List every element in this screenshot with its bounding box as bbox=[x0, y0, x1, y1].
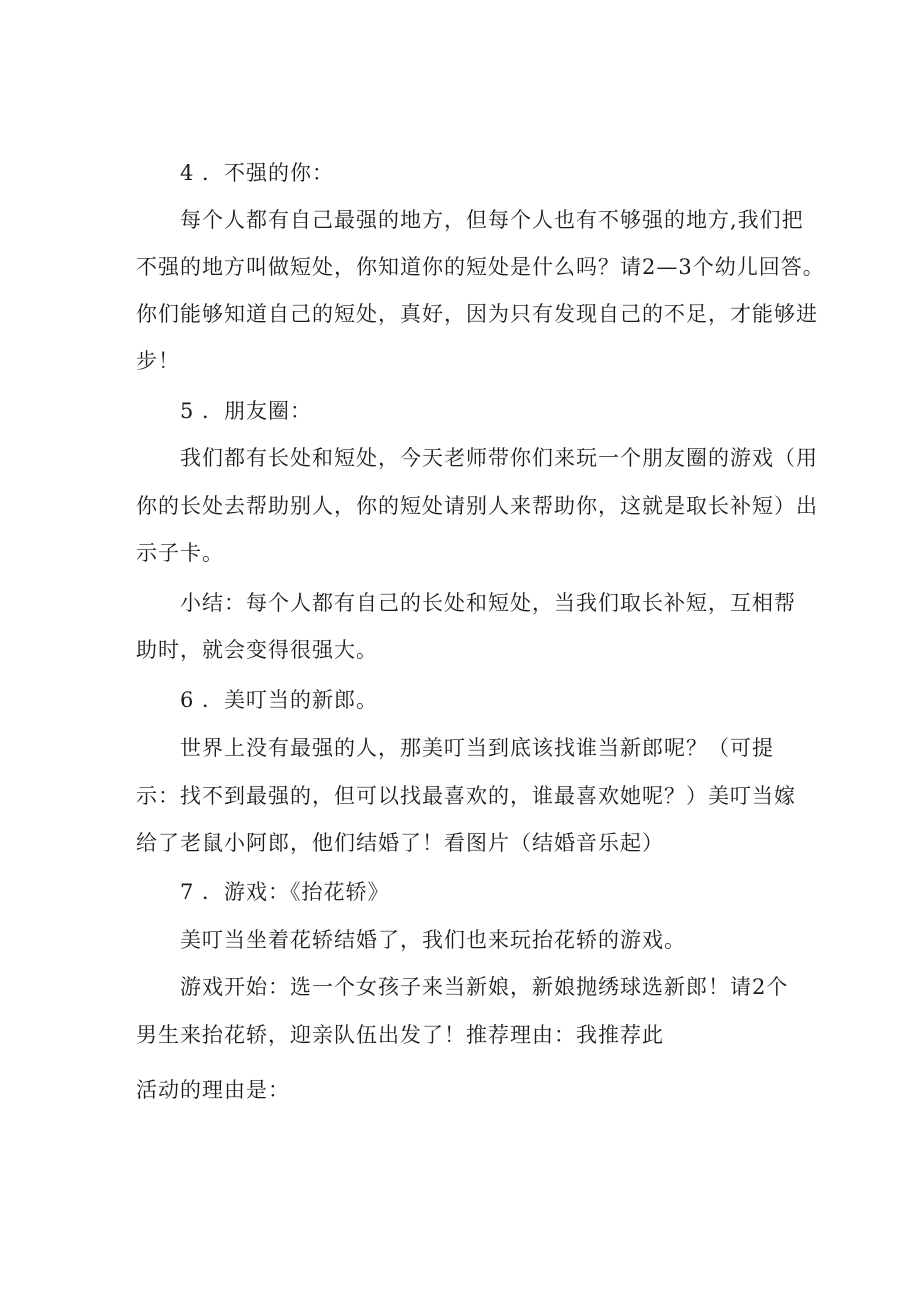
section-5-summary-line-2: 助时，就会变得很强大。 bbox=[136, 638, 378, 662]
section-7-line-2: 游戏开始：选一个女孩子来当新娘，新娘抛绣球选新郎！请2个 bbox=[180, 975, 789, 999]
section-7-line-1: 美叮当坐着花轿结婚了，我们也来玩抬花轿的游戏。 bbox=[180, 928, 686, 952]
section-4-line-2: 不强的地方叫做短处，你知道你的短处是什么吗？请2—3个幼儿回答。 bbox=[136, 255, 825, 279]
section-4-line-4: 步！ bbox=[136, 349, 180, 373]
section-5-heading: 5 ．朋友圈： bbox=[180, 399, 313, 423]
section-6-line-3: 给了老鼠小阿郎，他们结婚了！看图片（结婚音乐起） bbox=[136, 831, 664, 855]
section-7-heading: 7 ．游戏：《抬花轿》 bbox=[180, 880, 390, 904]
section-6-heading: 6 ．美叮当的新郎。 bbox=[180, 688, 379, 712]
closing-line: 活动的理由是： bbox=[136, 1078, 290, 1102]
section-4-line-1: 每个人都有自己最强的地方，但每个人也有不够强的地方,我们把 bbox=[180, 208, 804, 232]
section-5-line-2: 你的长处去帮助别人，你的短处请别人来帮助你，这就是取长补短）出 bbox=[136, 494, 818, 518]
section-6-line-1: 世界上没有最强的人，那美叮当到底该找谁当新郎呢？（可提 bbox=[180, 736, 774, 760]
section-4-line-3: 你们能够知道自己的短处，真好，因为只有发现自己的不足，才能够进 bbox=[136, 302, 818, 326]
section-5-line-1: 我们都有长处和短处，今天老师带你们来玩一个朋友圈的游戏（用 bbox=[180, 446, 818, 470]
section-7-line-3: 男生来抬花轿，迎亲队伍出发了！推荐理由：我推荐此 bbox=[136, 1023, 664, 1047]
section-5-summary-line-1: 小结：每个人都有自己的长处和短处，当我们取长补短，互相帮 bbox=[180, 591, 796, 615]
section-6-line-2: 示：找不到最强的，但可以找最喜欢的，谁最喜欢她呢？）美叮当嫁 bbox=[136, 784, 796, 808]
section-5-line-3: 示子卡。 bbox=[136, 541, 224, 565]
section-4-heading: 4 ．不强的你： bbox=[180, 161, 335, 185]
